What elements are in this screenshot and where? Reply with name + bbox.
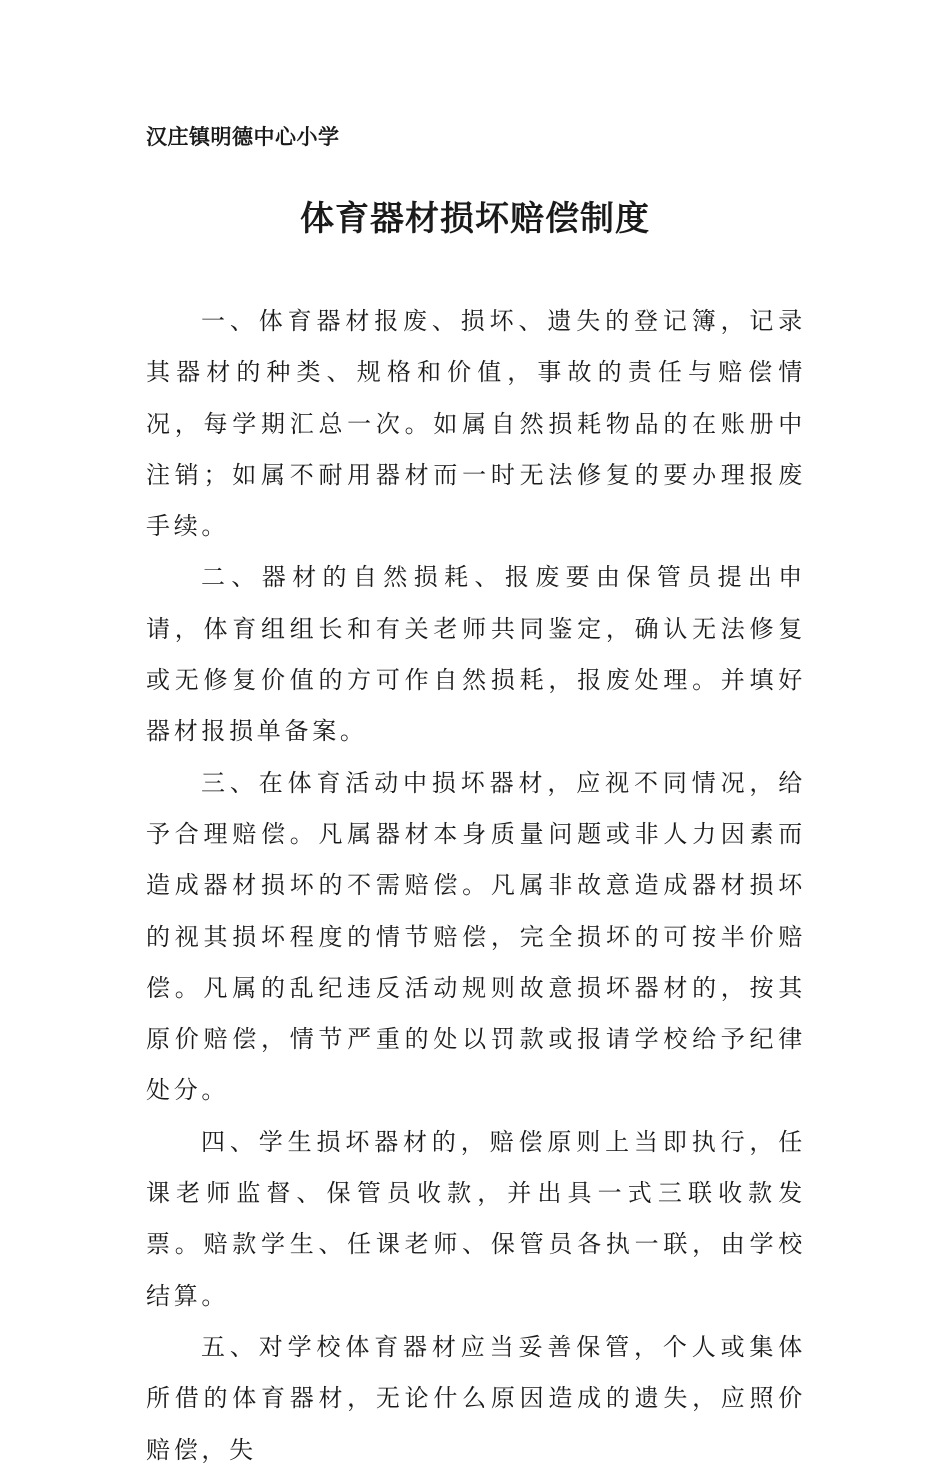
document-title: 体育器材损坏赔偿制度	[300, 199, 650, 239]
document-body	[146, 296, 806, 1476]
paragraph-5: 五、对学校体育器材应当妥善保管，个人或集体所借的体育器材，无论什么原因造成的遗失，应照价赔偿，失	[146, 1332, 806, 1464]
paragraph-4: 四、学生损坏器材的，赔偿原则上当即执行，任课老师监督、保管员收款，并出具一式三联收款发票。赔款学生、任课老师、保管员各执一联，由学校结算。	[146, 1127, 806, 1310]
school-name: 汉庄镇明德中心小学	[146, 125, 340, 149]
paragraph-3: 三、在体育活动中损坏器材，应视不同情况，给予合理赔偿。凡属器材本身质量问题或非人力因素而造成器材损坏的不需赔偿。凡属非故意造成器材损坏的视其损坏程度的情节赔偿，完全损坏的可按半价赔偿。凡属的乱纪违反活动规则故意损坏器材的，按其原价赔偿，情节严重的处以罚款或报请学校给予纪律处分。	[146, 768, 806, 1105]
paragraph-1: 一、体育器材报废、损坏、遗失的登记簿，记录其器材的种类、规格和价值，事故的责任与赔偿情况，每学期汇总一次。如属自然损耗物品的在账册中注销；如属不耐用器材而一时无法修复的要办理报废手续。	[146, 307, 806, 541]
paragraph-2: 二、器材的自然损耗、报废要由保管员提出申请，体育组组长和有关老师共同鉴定，确认无法修复或无修复价值的方可作自然损耗，报废处理。并填好器材报损单备案。	[146, 563, 806, 746]
